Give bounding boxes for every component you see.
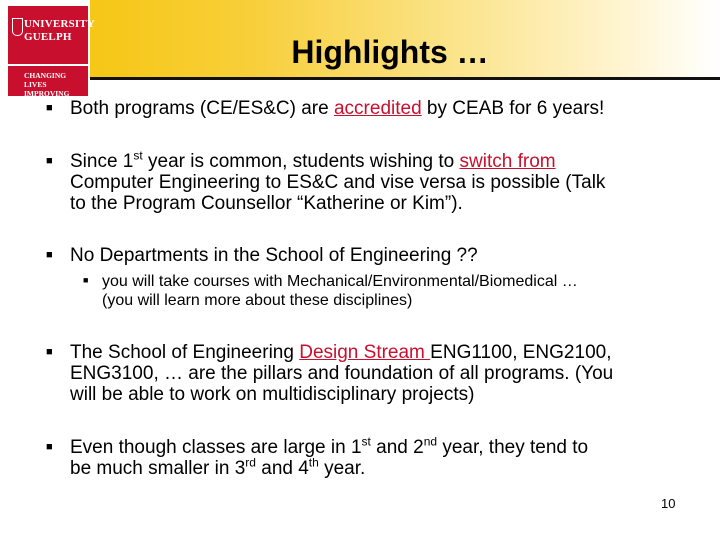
page-number: 10 <box>661 496 676 511</box>
bullet-text: year, they tend to <box>437 437 589 458</box>
ordinal-suffix: st <box>133 148 143 163</box>
title-rule <box>90 77 720 80</box>
logo-tagline-block <box>8 66 88 107</box>
bullet-line <box>70 434 589 458</box>
bullet-line: Computer Engineering to ES&C and vise versa is possible (Talk <box>70 172 606 193</box>
crest-icon <box>12 18 23 36</box>
square-bullet-icon: ■ <box>46 155 53 167</box>
bullet-text: Since 1 <box>70 151 134 172</box>
university-logo <box>8 6 96 107</box>
logo-wordmark <box>24 18 95 44</box>
logo-tagline-line1: CHANGING LIVES <box>24 71 67 89</box>
bullet-text: year. <box>318 458 366 479</box>
bullet-no-departments <box>46 245 478 266</box>
sub-bullet-courses <box>83 272 578 310</box>
bullet-text: ENG1100, ENG2100, <box>430 342 612 363</box>
bullet-text: No Departments in the School of Engineering ?? <box>70 245 478 266</box>
logo-tagline-line2: IMPROVING LIFE <box>24 89 70 107</box>
bullet-line <box>70 342 613 363</box>
bullet-text: and 2 <box>370 437 424 458</box>
switch-from-link[interactable]: switch from <box>459 151 556 172</box>
bullet-common-first-year <box>46 148 606 214</box>
ordinal-suffix: rd <box>245 455 256 470</box>
bullet-line: to the Program Counsellor “Katherine or Kim”). <box>70 193 463 214</box>
bullet-text: Both programs (CE/ES&C) are <box>70 98 334 119</box>
square-bullet-icon: ■ <box>46 441 53 453</box>
square-bullet-icon: ■ <box>46 346 53 358</box>
bullet-text: by CEAB for 6 years! <box>421 98 605 119</box>
logo-line2: GUELPH <box>24 31 72 43</box>
bullet-accreditation <box>46 98 605 119</box>
logo-line1: UNIVERSITY <box>24 18 96 30</box>
bullet-text: Even though classes are large in 1 <box>70 437 362 458</box>
design-stream-link[interactable]: Design Stream <box>299 342 431 363</box>
bullet-design-stream <box>46 342 614 405</box>
bullet-text: be much smaller in 3 <box>70 458 246 479</box>
ordinal-suffix: nd <box>423 434 438 449</box>
bullet-text: The School of Engineering <box>70 342 300 363</box>
square-bullet-icon: ■ <box>46 102 53 114</box>
ordinal-suffix: th <box>308 455 319 470</box>
bullet-text: and 4 <box>255 458 309 479</box>
accredited-link[interactable]: accredited <box>333 98 422 119</box>
sub-bullet-line: (you will learn more about these disciplines) <box>102 292 413 309</box>
sub-bullet-line: you will take courses with Mechanical/Environmental/Biomedical … <box>102 273 578 290</box>
bullet-text: year is common, students wishing to <box>142 151 460 172</box>
bullet-line <box>70 148 605 172</box>
slide-title: Highlights … <box>291 34 489 70</box>
bullet-line <box>70 455 588 479</box>
square-bullet-icon: ■ <box>83 275 89 285</box>
ordinal-suffix: st <box>361 434 371 449</box>
bullet-line: will be able to work on multidisciplinary projects) <box>70 384 475 405</box>
logo-wordmark-block <box>8 6 96 64</box>
bullet-line: ENG3100, … are the pillars and foundation of all programs. (You <box>70 363 614 384</box>
square-bullet-icon: ■ <box>46 249 53 261</box>
bullet-class-size <box>46 434 589 479</box>
